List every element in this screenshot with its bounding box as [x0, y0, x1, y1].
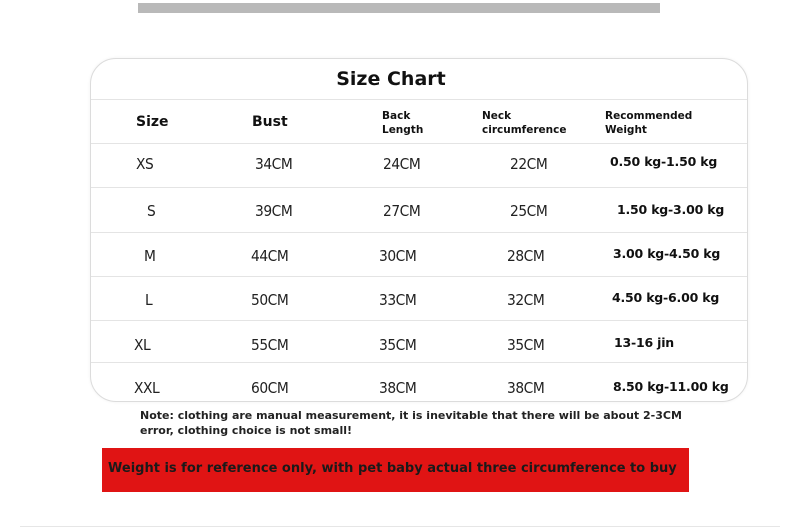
size-chart-card: [90, 58, 748, 402]
row-divider: [91, 232, 747, 233]
bottom-divider: [20, 526, 780, 527]
cell-weight: 13-16 jin: [614, 335, 674, 350]
cell-weight: 4.50 kg-6.00 kg: [612, 290, 720, 305]
cell-size: L: [145, 291, 153, 309]
cell-neck: 35CM: [507, 336, 545, 354]
cell-weight: 3.00 kg-4.50 kg: [613, 246, 721, 261]
cell-back-length: 33CM: [379, 291, 417, 309]
cell-bust: 44CM: [251, 247, 289, 265]
cell-bust: 55CM: [251, 336, 289, 354]
cell-back-length: 27CM: [383, 202, 421, 220]
header-neck-circumference: Neck circumference: [482, 110, 567, 136]
header-divider: [91, 143, 747, 144]
cell-neck: 38CM: [507, 379, 545, 397]
row-divider: [91, 320, 747, 321]
chart-title: Size Chart: [336, 68, 446, 90]
row-divider: [91, 362, 747, 363]
weight-notice-banner: [102, 448, 689, 492]
title-divider: [91, 99, 747, 100]
header-recommended-weight: Recommended Weight: [605, 110, 693, 136]
row-divider: [91, 276, 747, 277]
cell-back-length: 30CM: [379, 247, 417, 265]
cell-size: M: [144, 247, 156, 265]
header-bust: Bust: [252, 114, 288, 130]
cell-weight: 8.50 kg-11.00 kg: [613, 379, 729, 394]
cell-bust: 39CM: [255, 202, 293, 220]
header-back-length: Back Length: [382, 110, 424, 136]
cell-weight: 0.50 kg-1.50 kg: [610, 154, 718, 169]
cell-bust: 60CM: [251, 379, 289, 397]
measurement-note: Note: clothing are manual measurement, it is inevitable that there will be about 2-3CM error, clothing choice is not small!: [140, 409, 682, 437]
weight-notice-text: Weight is for reference only, with pet baby actual three circumference to buy: [108, 461, 677, 476]
cell-bust: 34CM: [255, 155, 293, 173]
cell-size: XS: [136, 155, 154, 173]
cell-weight: 1.50 kg-3.00 kg: [617, 202, 725, 217]
cell-back-length: 35CM: [379, 336, 417, 354]
header-size: Size: [136, 114, 169, 130]
cell-size: XXL: [134, 379, 160, 397]
cell-neck: 25CM: [510, 202, 548, 220]
cell-bust: 50CM: [251, 291, 289, 309]
cell-size: S: [147, 202, 156, 220]
cell-back-length: 24CM: [383, 155, 421, 173]
cell-size: XL: [134, 336, 151, 354]
row-divider: [91, 187, 747, 188]
cell-back-length: 38CM: [379, 379, 417, 397]
cell-neck: 22CM: [510, 155, 548, 173]
cell-neck: 32CM: [507, 291, 545, 309]
top-gray-bar: [138, 3, 660, 13]
cell-neck: 28CM: [507, 247, 545, 265]
